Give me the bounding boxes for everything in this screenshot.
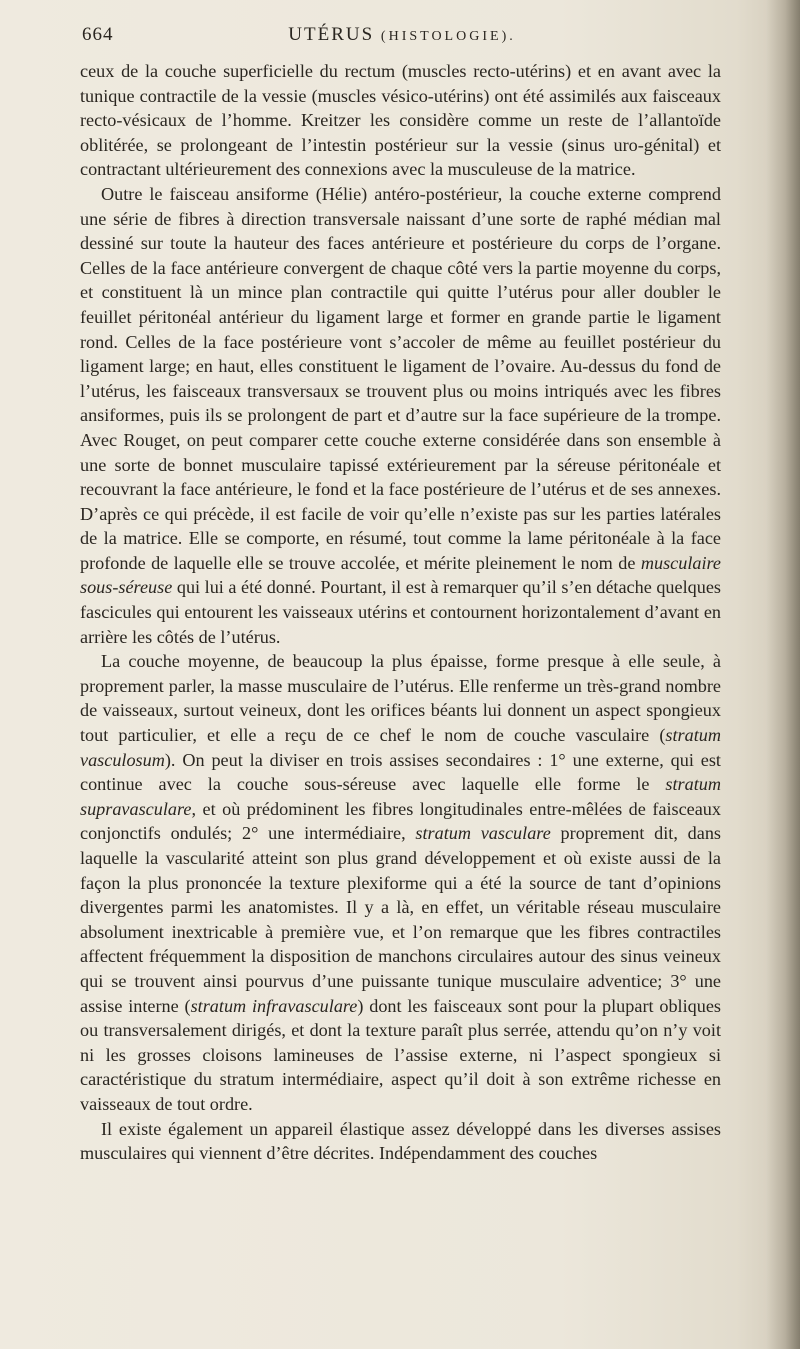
paragraph-text: ) dont les faisceaux sont pour la plupart obliques ou transversalement dirigés, et dont la texture paraît plus serrée, attendu qu’on n’y voit ni les grosses cloisons lamineuses de l’assise externe, ni l’aspect spongieux si caractéristique du stratum intermédiaire, aspect qu’il doit à son extrême richesse en vaisseaux de tout ordre.	[80, 995, 721, 1114]
italic-term: stratum vasculosum	[80, 725, 721, 770]
paragraph-1	[80, 59, 721, 182]
paragraph-text: qui lui a été donné. Pourtant, il est à remarquer qu’il s’en détache quelques fascicules qui entourent les vaisseaux utérins et contournent horizontalement d’avant en arrière les côtés de l’utérus.	[80, 577, 721, 647]
paragraph-3	[80, 649, 721, 1116]
paragraph-text: Outre le faisceau ansiforme (Hélie) antéro-postérieur, la couche externe comprend une série de fibres à direction transversale naissant d’une sorte de raphé médian mal dessiné sur toute la hauteur des faces antérieure et postérieure du corps de l’organe. Celles de la face antérieure convergent de chaque côté vers la partie moyenne du corps, et constituent là un mince plan contractile qui quitte l’utérus pour aller doubler le feuillet péritonéal antérieur du ligament large et former en grande partie le ligament rond. Celles de la face postérieure vont s’accoler de même au feuillet postérieur du ligament large; en haut, elles constituent le ligament de l’ovaire. Au-dessus du fond de l’utérus, les faisceaux transversaux se trouvent plus ou moins intriqués avec les fibres ansiformes, puis ils se prolongent de part et d’autre sur la face supérieure de la trompe. Avec Rouget, on peut comparer cette couche externe considérée dans son ensemble à une sorte de bonnet musculaire tapissé extérieurement par la séreuse péritonéale et recouvrant la face antérieure, le fond et la face postérieure de l’utérus et de ses annexes. D’après ce qui précède, il est facile de voir qu’elle n’existe pas sur les parties latérales de la matrice. Elle se comporte, en résumé, tout comme la lame péritonéale à la face profonde de laquelle elle se trouve accolée, et mérite pleinement le nom de	[80, 183, 721, 573]
running-title-open: (	[380, 29, 389, 44]
paragraph-2	[80, 182, 721, 649]
running-title-close: ).	[501, 29, 516, 44]
paragraph-text: Il existe également un appareil élastique assez développé dans les diverses assises musculaires qui viennent d’être décrites. Indépendamment des couches	[80, 1118, 721, 1164]
paragraph-text: ceux de la couche superficielle du rectum (muscles recto-utérins) et en avant avec la tunique contractile de la vessie (muscles vésico-utérins) ont été assimilés aux faisceaux recto-vésicaux de l’homme. Kreitzer les considère comme un reste de l’allantoïde oblitérée, se prolongeant de l’intestin postérieur sur la vessie (sinus uro-génital) et contractant ultérieurement des connexions avec la musculeuse de la matrice.	[80, 61, 721, 180]
running-title-main: UTÉRUS	[288, 24, 375, 45]
paragraph-text: ). On peut la diviser en trois assises secondaires : 1° une externe, qui est continue avec la couche sous-séreuse avec laquelle elle forme le	[80, 749, 721, 795]
italic-term: stratum vasculare	[415, 823, 551, 844]
paragraph-4	[80, 1117, 721, 1166]
page-edge-shadow	[766, 0, 800, 1349]
page-number: 664	[82, 24, 114, 45]
body-text	[80, 59, 721, 1166]
italic-term: musculaire sous-séreuse	[80, 552, 721, 598]
page-header	[82, 24, 722, 64]
paragraph-text: , et où prédominent les fibres longitudinales entre-mêlées de faisceaux conjonctifs ondulés; 2° une intermédiaire,	[80, 798, 721, 844]
running-title	[82, 24, 722, 46]
paragraph-text: La couche moyenne, de beaucoup la plus épaisse, forme presque à elle seule, à proprement parler, la masse musculaire de l’utérus. Elle renferme un très-grand nombre de vaisseaux, surtout veineux, dont les orifices béants lui donnent un aspect spongieux tout particulier, et elle a reçu de ce chef le nom de couche vasculaire (	[80, 651, 721, 746]
running-title-subtitle: HISTOLOGIE	[388, 29, 502, 44]
paragraph-text: proprement dit, dans laquelle la vascularité atteint son plus grand développement et où existe aussi de la façon la plus prononcée la texture plexiforme qui a été la source de tant d’opinions divergentes parmi les anatomistes. Il y a là, en effet, un véritable réseau musculaire absolument inextricable à première vue, et l’on remarque que les fibres contractiles affectent fréquemment la disposition de manchons circulaires autour des sinus veineux qui se trouvent ainsi pourvus d’une puissante tunique musculaire adventice; 3° une assise interne (	[80, 823, 721, 1016]
italic-term: stratum infravasculare	[190, 995, 358, 1016]
italic-term: stratum supravasculare	[80, 774, 721, 819]
